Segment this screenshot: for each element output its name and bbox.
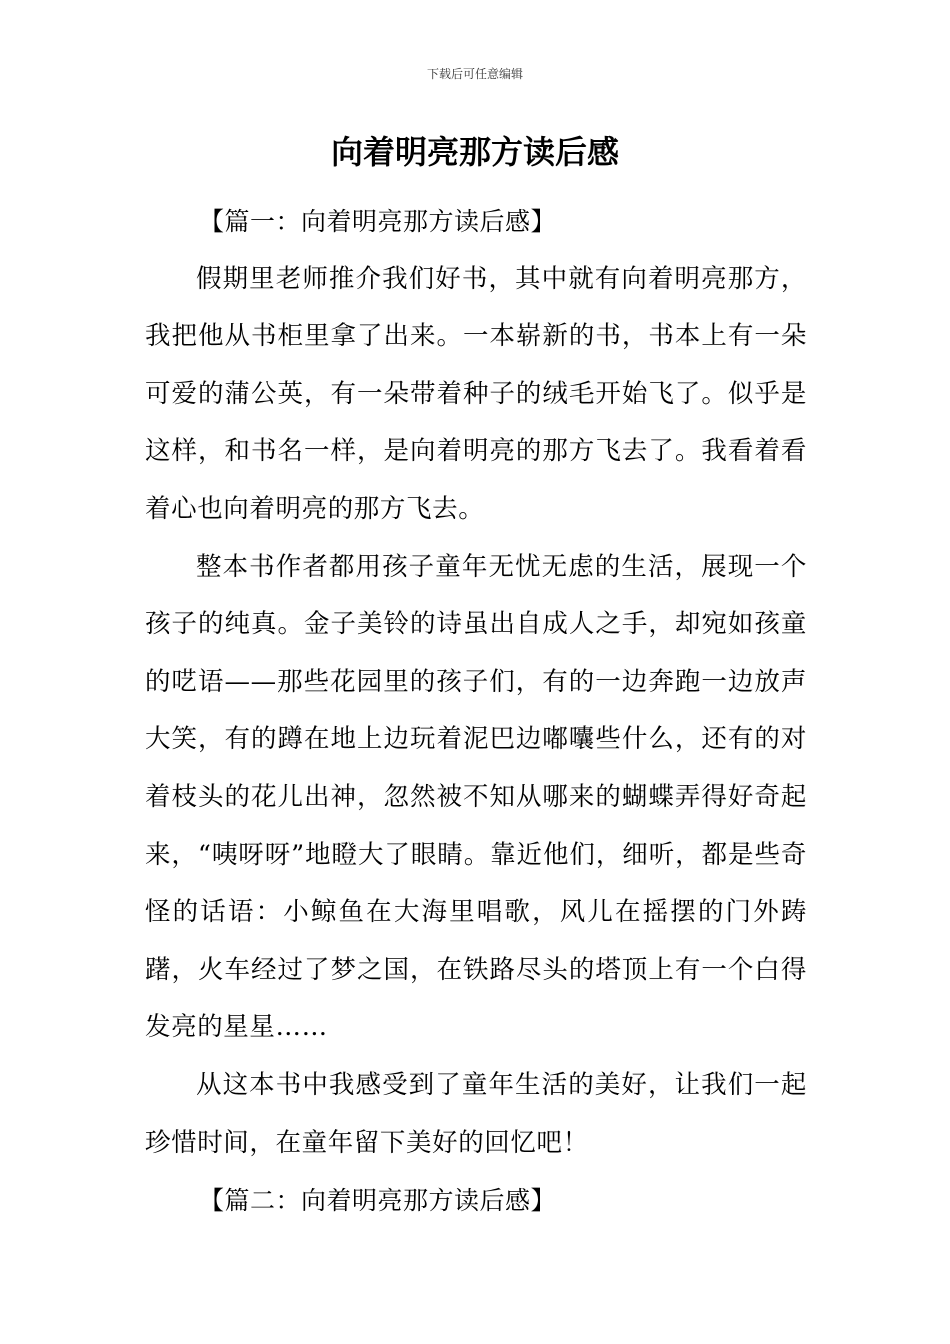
document-body [145,193,807,1230]
paragraph-2: 整本书作者都用孩子童年无忧无虑的生活，展现一个孩子的纯真。金子美铃的诗虽出自成人之手，却宛如孩童的呓语——那些花园里的孩子们，有的一边奔跑一边放声大笑，有的蹲在地上边玩着泥巴边嘟囔些什么，还有的对着枝头的花儿出神，忽然被不知从哪来的蝴蝶弄得好奇起来，“咦呀呀”地瞪大了眼睛。靠近他们，细听，都是些奇怪的话语：小鲸鱼在大海里唱歌，风儿在摇摆的门外踌躇，火车经过了梦之国，在铁路尽头的塔顶上有一个白得发亮的星星…… [145,551,807,1043]
section-heading-2: 【篇二：向着明亮那方读后感】 [199,1186,557,1216]
paragraph-1: 假期里老师推介我们好书，其中就有向着明亮那方，我把他从书柜里拿了出来。一本崭新的书，书本上有一朵可爱的蒲公英，有一朵带着种子的绒毛开始飞了。似乎是这样，和书名一样，是向着明亮的那方飞去了。我看着看着心也向着明亮的那方飞去。 [145,263,807,524]
document-title: 向着明亮那方读后感 [330,133,619,171]
header-note: 下载后可任意编辑 [426,67,523,81]
section-heading-1: 【篇一：向着明亮那方读后感】 [199,207,557,236]
paragraph-3: 从这本书中我感受到了童年生活的美好，让我们一起珍惜时间，在童年留下美好的回忆吧！ [145,1069,807,1158]
